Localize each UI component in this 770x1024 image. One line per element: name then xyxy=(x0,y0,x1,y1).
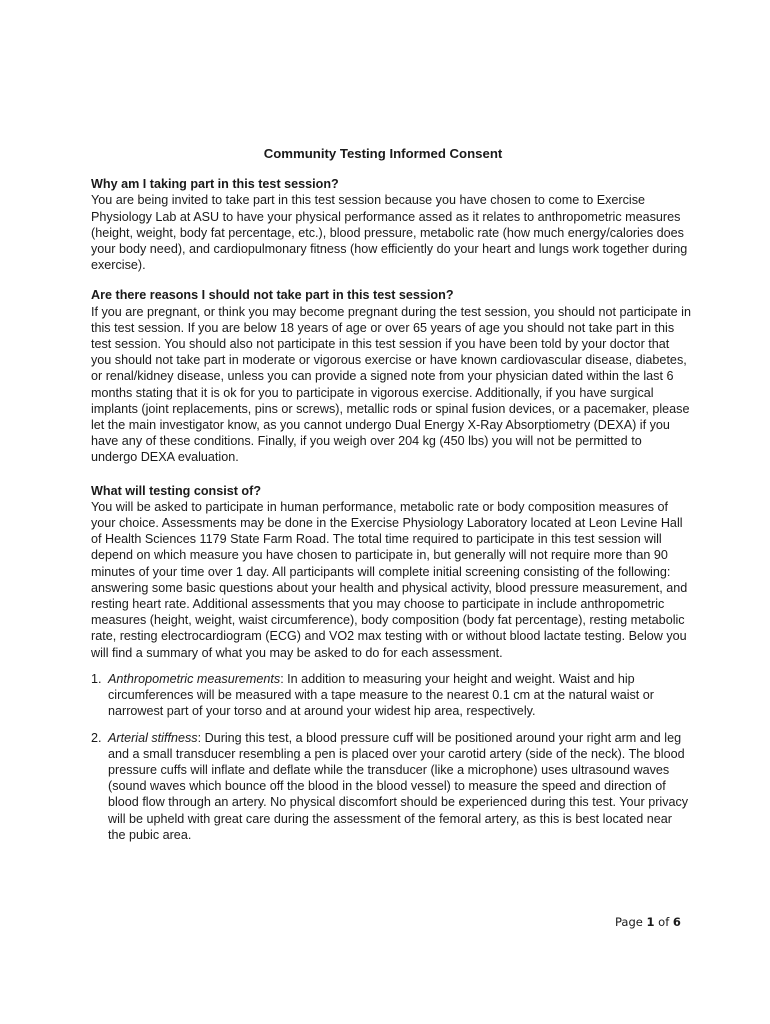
section-heading: What will testing consist of? xyxy=(91,483,262,498)
of-label: of xyxy=(658,915,670,929)
section-body: If you are pregnant, or think you may become pregnant during the test session, you should not participate in this test session. If you are below 18 years of age or over 65 years of age you should not take part in this test session. You should also not participate in this test session if you have been told by your doctor that you should not take part in moderate or vigorous exercise or have known cardiovascular disease, diabetes, or renal/kidney disease, unless you can provide a signed note from your physician dated within the last 6 months stating that it is ok for you to participate in vigorous exercise. Additionally, if you have surgical implants (joint replacements, pins or screws), metallic rods or spinal fusion devices, or a pacemaker, please let the main investigator know, as you cannot undergo Dual Energy X-Ray Absorptiometry (DEXA) if you have any of these conditions. Finally, if you weigh over 204 kg (450 lbs) you will not be permitted to undergo DEXA evaluation. xyxy=(91,304,691,465)
list-item xyxy=(91,671,691,720)
list-item-number: 2. xyxy=(91,730,102,745)
section-why-taking-part xyxy=(91,176,691,273)
list-item-term: Anthropometric measurements xyxy=(108,671,281,686)
section-reasons-not-to-participate xyxy=(91,287,691,465)
current-page-number: 1 xyxy=(646,915,655,929)
list-item-number: 1. xyxy=(91,671,102,686)
section-body: You are being invited to take part in this test session because you have chosen to come to Exercise Physiology Lab at ASU to have your physical performance assed as it relates to anthropometric measures (height, weight, body fat percentage, etc.), blood pressure, metabolic rate (how much energy/calories does your body need), and cardiopulmonary fitness (how efficiently do your heart and lungs work together during exercise). xyxy=(91,193,688,273)
section-body: You will be asked to participate in human performance, metabolic rate or body composition measures of your choice. Assessments may be done in the Exercise Physiology Laboratory located at Leon Levine Hall of Health Sciences 1179 State Farm Road. The total time required to participate in this test session will depend on which measure you have chosen to participate in, but generally will not require more than 90 minutes of your time over 1 day. All participants will complete initial screening consisting of the following: answering some basic questions about your health and physical activity, blood pressure measurement, and resting heart rate. Additional assessments that you may choose to participate in include anthropometric measures (height, weight, waist circumference), body composition (body fat percentage), resting metabolic rate, resting electrocardiogram (ECG) and VO2 max testing with or without blood lactate testing. Below you will find a summary of what you may be asked to do for each assessment. xyxy=(91,499,688,660)
page-label: Page xyxy=(615,915,643,929)
section-heading: Are there reasons I should not take part in this test session? xyxy=(91,288,454,303)
document-title: Community Testing Informed Consent xyxy=(263,146,503,161)
list-item-term: Arterial stiffness xyxy=(108,730,198,745)
total-pages-number: 6 xyxy=(672,915,681,929)
document-page xyxy=(91,146,691,853)
list-item xyxy=(91,730,691,843)
section-heading: Why am I taking part in this test session? xyxy=(91,177,339,192)
list-item-text: : During this test, a blood pressure cuff will be positioned around your right arm and leg and a small transducer resembling a pen is placed over your carotid artery (side of the neck). The blood pressure cuffs will inflate and deflate while the transducer (like a microphone) uses ultrasound waves (sound waves which bounce off the blood in the blood vessel) to measure the speed and direction of blood flow through an artery. No physical discomfort should be experienced during this test. Your privacy will be upheld with great care during the assessment of the femoral artery, as this is best located near the pubic area. xyxy=(108,730,689,842)
page-footer xyxy=(615,915,681,929)
assessment-list xyxy=(91,671,691,843)
section-testing-consists-of xyxy=(91,483,691,661)
list-item-text: : In addition to measuring your height and weight. Waist and hip circumferences will be measured with a tape measure to the nearest 0.1 cm at the natural waist or narrowest part of your torso and at around your widest hip area, respectively. xyxy=(108,671,654,719)
